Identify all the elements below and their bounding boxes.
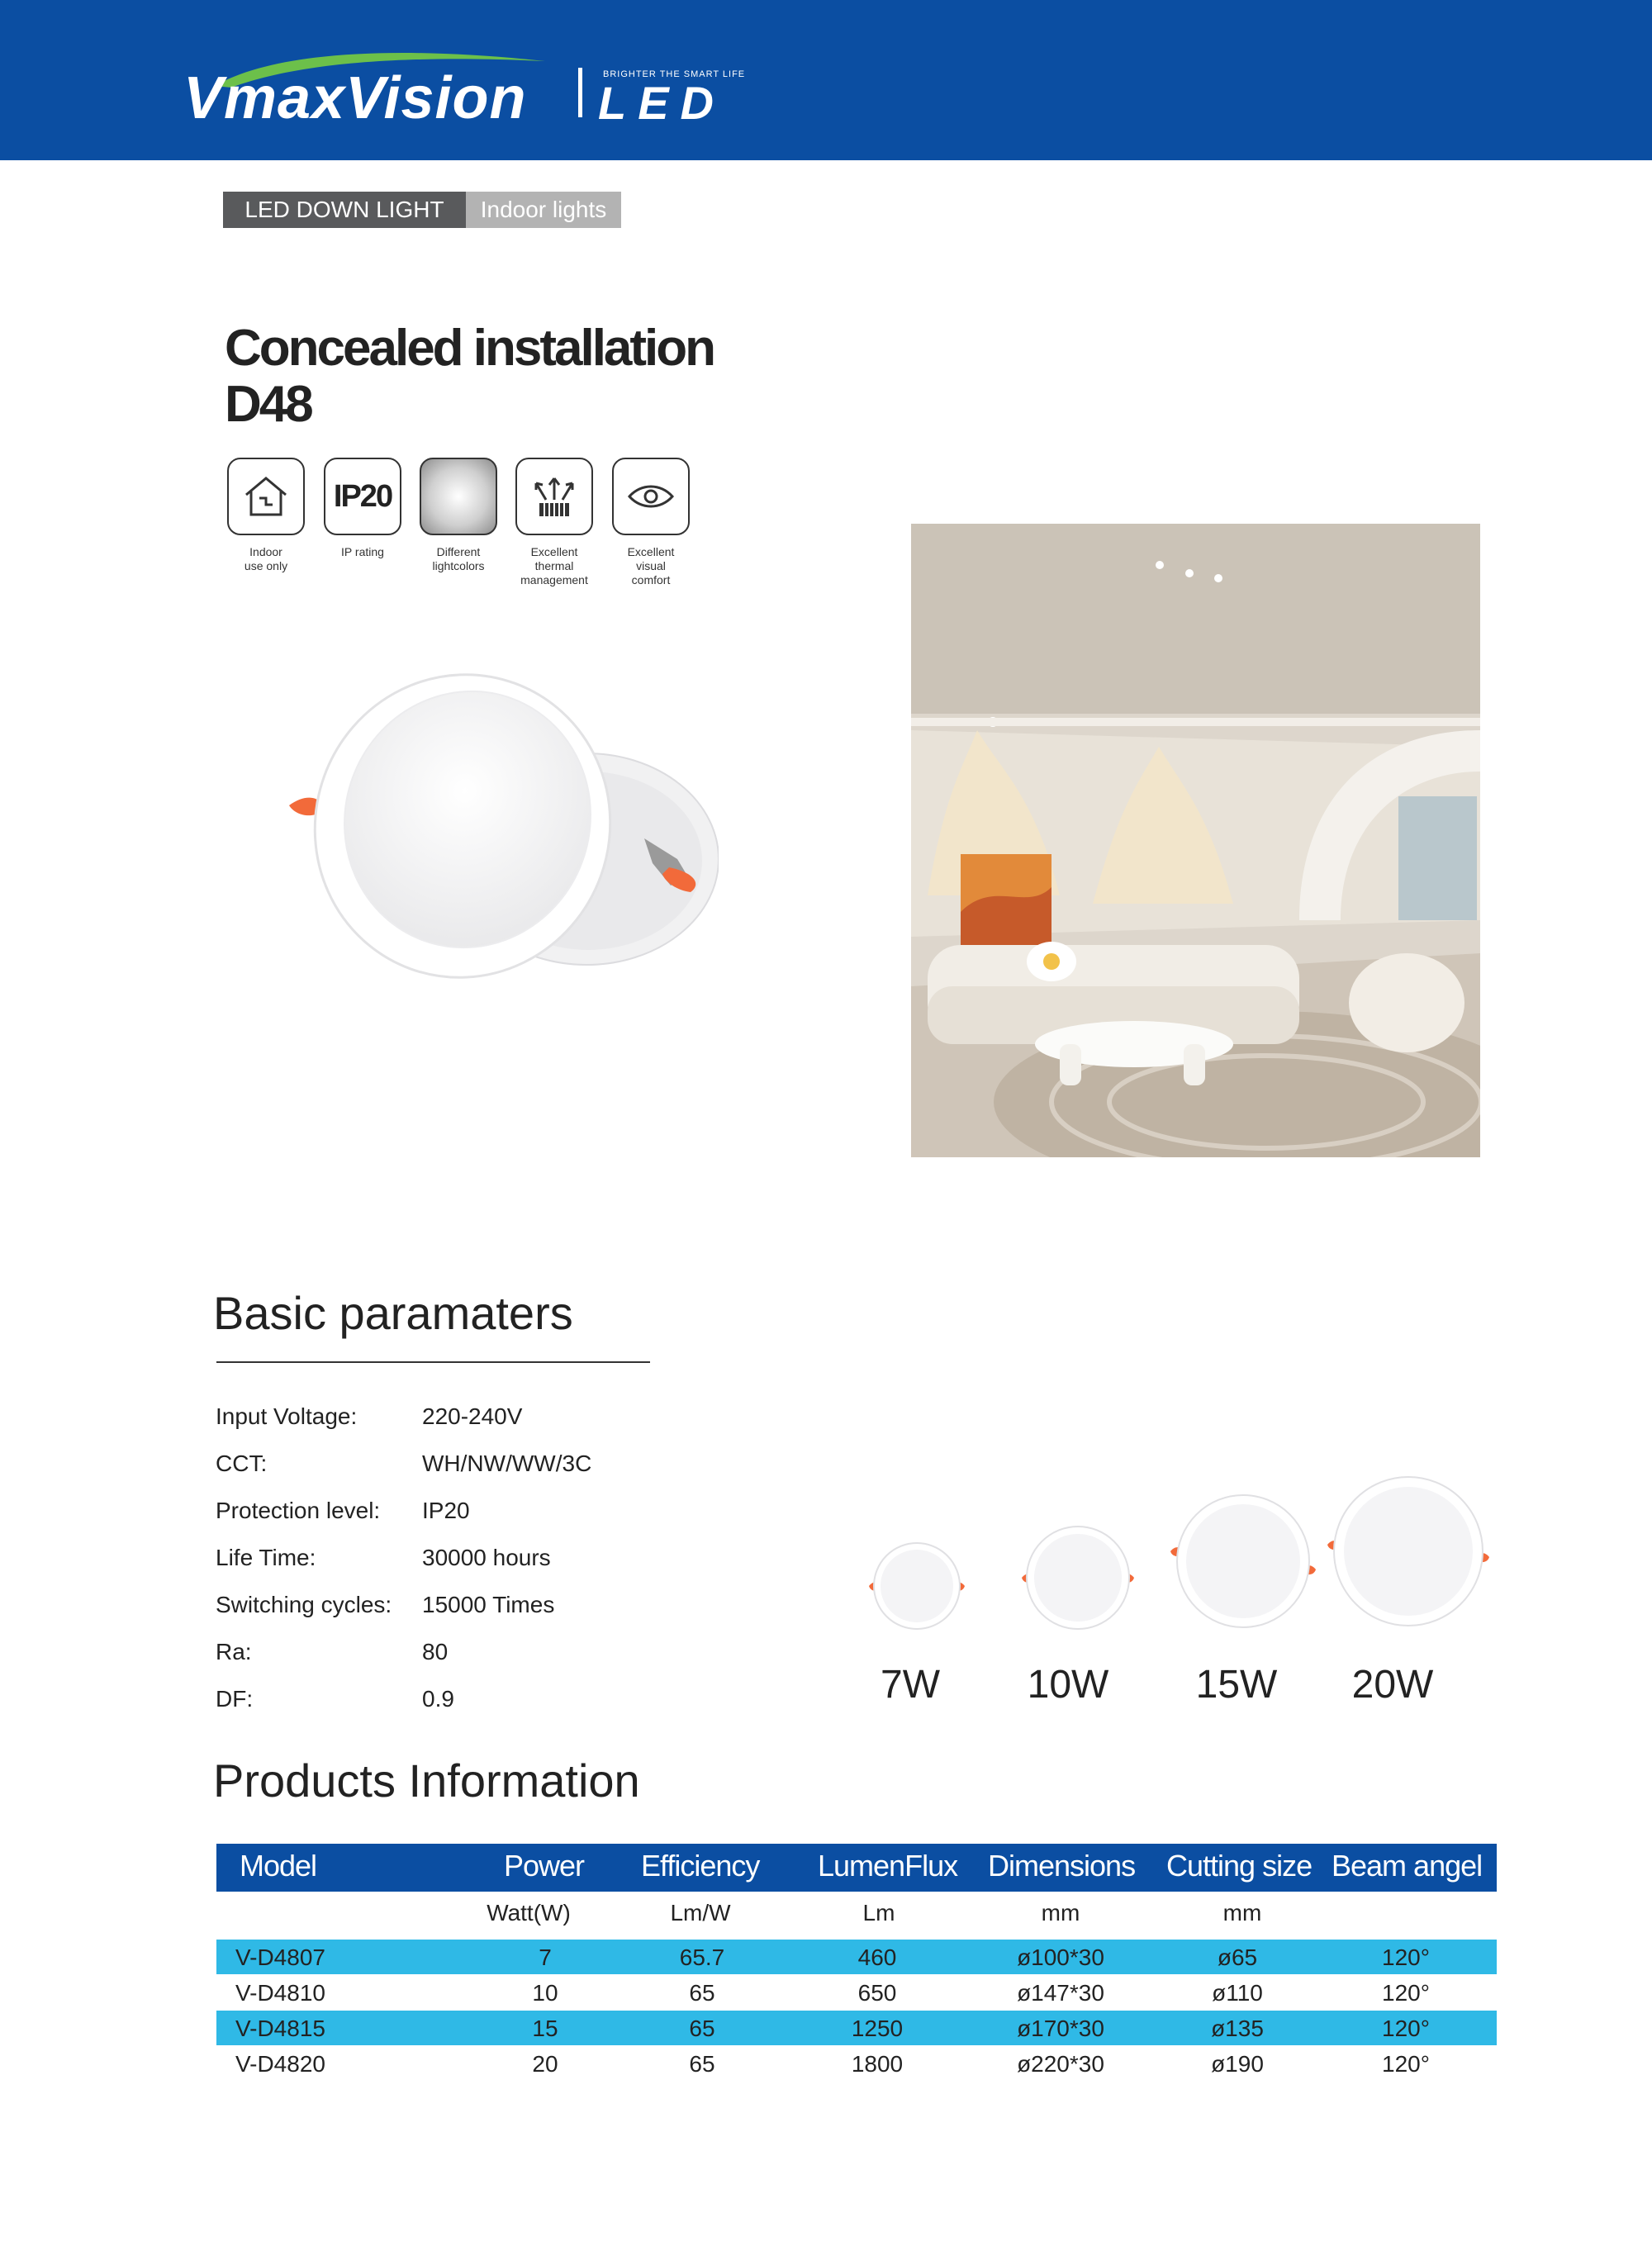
table-cell: ø65 <box>1217 1944 1258 1970</box>
param-value: IP20 <box>422 1498 470 1523</box>
table-cell: 10 <box>532 1980 558 2006</box>
wattage-label: 15W <box>1195 1663 1278 1707</box>
param-label: Switching cycles: <box>216 1592 392 1617</box>
downlight-10w-image <box>1020 1520 1136 1636</box>
table-cell: 650 <box>857 1980 897 2006</box>
table-cell: 15 <box>532 2016 558 2041</box>
wattage-label: 7W <box>881 1663 940 1707</box>
unit-label: mm <box>1041 1900 1080 1925</box>
category-tag-primary: LED DOWN LIGHT <box>223 192 466 228</box>
table-cell: 1250 <box>851 2016 904 2041</box>
table-cell: ø147*30 <box>1017 1980 1104 2006</box>
table-cell-model: V-D4815 <box>235 2016 325 2041</box>
table-cell: 20 <box>532 2051 558 2077</box>
light-color-gradient-icon <box>420 458 497 535</box>
param-label: Protection level: <box>216 1498 381 1523</box>
table-cell: ø190 <box>1211 2051 1264 2077</box>
unit-label: mm <box>1222 1900 1262 1925</box>
brand-logo: VmaxVision <box>183 65 527 131</box>
downlight-20w-image <box>1326 1466 1491 1636</box>
logo-divider <box>578 68 582 117</box>
table-cell: 120° <box>1382 2016 1430 2041</box>
product-title: Concealed installation <box>225 320 714 377</box>
table-cell: 65 <box>689 2051 715 2077</box>
param-label: Input Voltage: <box>216 1403 358 1429</box>
column-header: LumenFlux <box>818 1849 958 1883</box>
table-cell: ø135 <box>1211 2016 1264 2041</box>
param-value: 220-240V <box>422 1403 523 1429</box>
param-value: 0.9 <box>422 1686 454 1712</box>
table-cell: 65 <box>689 2016 715 2041</box>
column-header: Dimensions <box>988 1849 1136 1883</box>
column-header: Efficiency <box>641 1849 760 1883</box>
table-cell-model: V-D4807 <box>235 1944 325 1970</box>
param-value: 30000 hours <box>422 1545 551 1570</box>
table-cell: 120° <box>1382 1944 1430 1970</box>
table-cell: 120° <box>1382 1980 1430 2006</box>
downlight-7w-image <box>867 1536 966 1636</box>
feature-caption: Excellent thermal management <box>520 545 588 586</box>
table-cell: ø100*30 <box>1017 1944 1104 1970</box>
table-cell: ø170*30 <box>1017 2016 1104 2041</box>
param-value: 15000 Times <box>422 1592 555 1617</box>
table-cell: 7 <box>539 1944 552 1970</box>
downlight-15w-image <box>1169 1487 1317 1636</box>
table-cell: 65 <box>689 1980 715 2006</box>
column-header: Model <box>240 1849 317 1883</box>
table-cell: ø220*30 <box>1017 2051 1104 2077</box>
table-cell-model: V-D4810 <box>235 1980 325 2006</box>
table-cell: 1800 <box>851 2051 904 2077</box>
param-value: 80 <box>422 1639 449 1664</box>
unit-label: Lm/W <box>670 1900 731 1925</box>
param-label: CCT: <box>216 1451 268 1476</box>
wattage-label: 10W <box>1027 1663 1109 1707</box>
param-label: DF: <box>216 1686 254 1712</box>
downlight-product-image <box>289 669 719 983</box>
feature-caption: Different lightcolors <box>432 545 485 572</box>
column-header: Power <box>504 1849 585 1883</box>
column-header: Cutting size <box>1166 1849 1313 1883</box>
indoor-house-icon <box>227 458 305 535</box>
ip20-label: IP20 <box>333 478 392 514</box>
table-cell: ø110 <box>1212 1980 1263 2006</box>
brand-tagline: BRIGHTER THE SMART LIFE <box>603 69 746 79</box>
table-cell-model: V-D4820 <box>235 2051 325 2077</box>
feature-caption: Indoor use only <box>244 545 288 572</box>
feature-caption: IP rating <box>341 545 384 558</box>
section-divider <box>216 1361 650 1363</box>
unit-label: Lm <box>862 1900 895 1925</box>
product-model: D48 <box>225 376 311 433</box>
products-information-heading: Products Information <box>213 1755 640 1807</box>
feature-caption: Excellent visual comfort <box>627 545 675 586</box>
living-room-photo <box>911 524 1480 1157</box>
table-cell: 120° <box>1382 2051 1430 2077</box>
table-cell: 65.7 <box>679 1944 725 1970</box>
param-value: WH/NW/WW/3C <box>422 1451 592 1476</box>
eye-icon <box>612 458 690 535</box>
unit-label: Watt(W) <box>487 1900 571 1925</box>
wattage-label: 20W <box>1351 1663 1434 1707</box>
thermal-icon <box>515 458 593 535</box>
basic-parameters-heading: Basic paramaters <box>213 1287 573 1339</box>
param-label: Ra: <box>216 1639 252 1664</box>
product-line-logo: LED <box>598 77 725 129</box>
param-label: Life Time: <box>216 1545 316 1570</box>
column-header: Beam angel <box>1332 1849 1483 1883</box>
category-tag-secondary: Indoor lights <box>466 192 621 228</box>
ip20-icon <box>324 458 401 535</box>
table-cell: 460 <box>857 1944 897 1970</box>
